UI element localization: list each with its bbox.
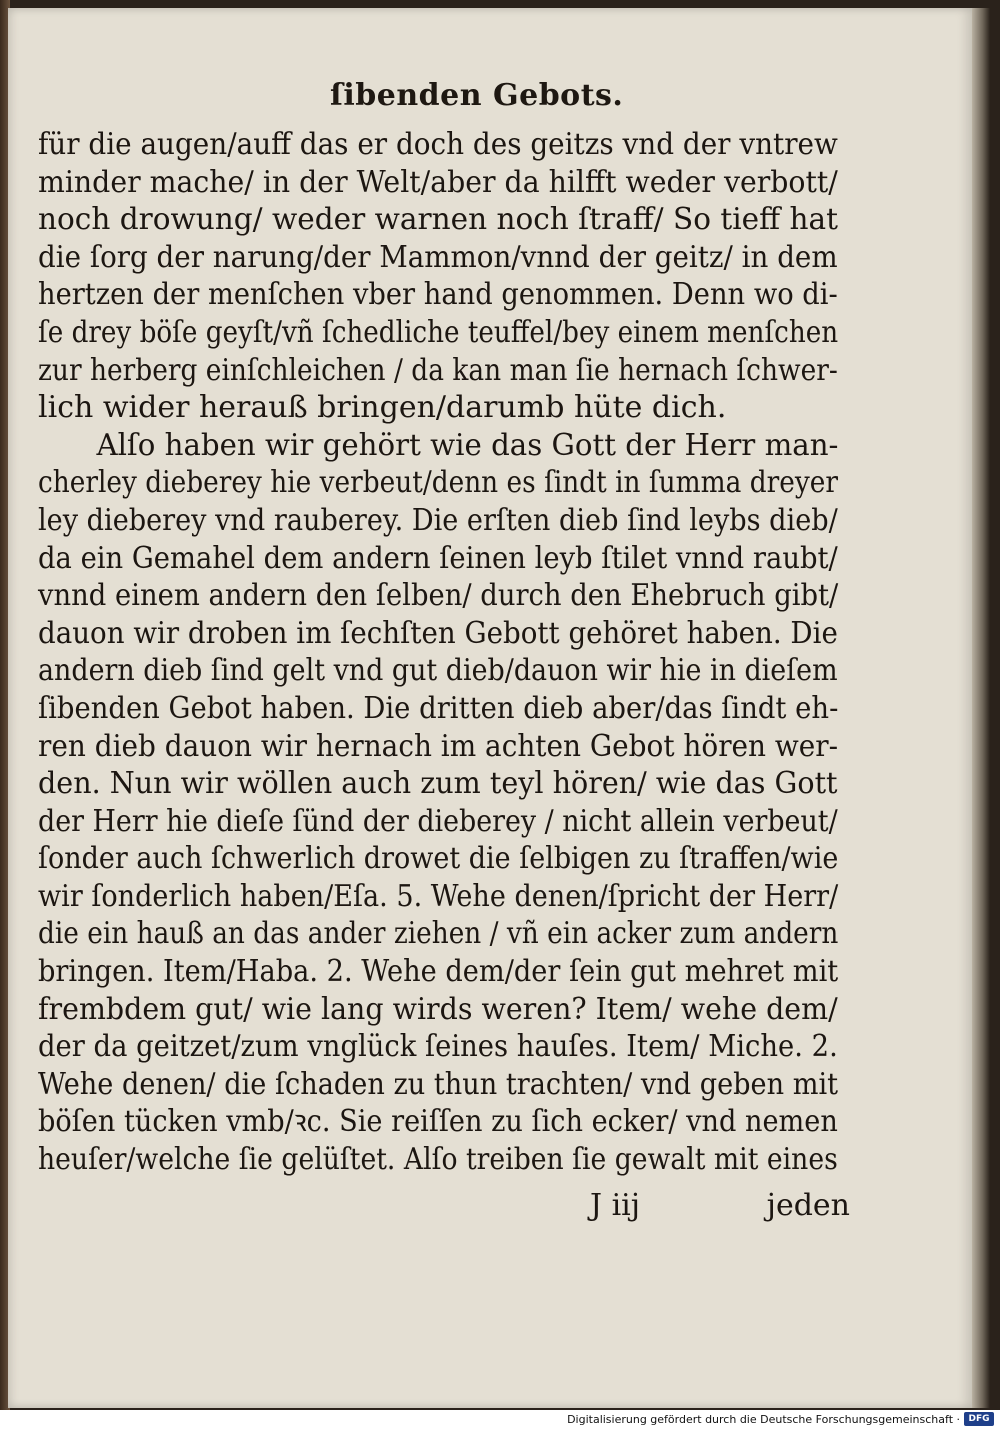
text-line: zur herberg einſchleichen / da kan man ſie hernach ſchwer- — [38, 352, 838, 388]
text-line: minder mache/ in der Welt/aber da hilfft weder verbott/ — [38, 164, 838, 200]
text-line: der Herr hie dieſe ſünd der dieberey / nicht allein verbeut/ — [38, 803, 838, 839]
text-line: andern dieb ſind gelt vnd gut dieb/dauon wir hie in dieſem — [38, 653, 838, 689]
running-head: ſibenden Gebots. — [330, 78, 624, 113]
footer-credit: Digitalisierung gefördert durch die Deutsche Forschungsgemeinschaft · — [567, 1413, 960, 1426]
text-line: lich wider herauß bringen/darumb hüte dich. — [38, 390, 727, 426]
text-line: frembdem gut/ wie lang wirds weren? Item/ wehe dem/ — [38, 991, 838, 1027]
text-line: die ein hauß an das ander ziehen / vñ ein acker zum andern — [38, 916, 839, 952]
text-line: ſonder auch ſchwerlich drowet die ſelbigen zu ſtraffen/wie — [38, 841, 839, 877]
text-line: noch drowung/ weder warnen noch ſtraff/ So tieff hat — [38, 202, 838, 238]
text-line: den. Nun wir wöllen auch zum teyl hören/ wie das Gott — [38, 766, 838, 802]
text-line: hertzen der menſchen vber hand genommen. Denn wo di- — [38, 277, 838, 313]
text-line: für die augen/auff das er doch des geitzs vnd der vntrew — [38, 127, 838, 162]
catchword: jeden — [766, 1188, 850, 1223]
text-line: bringen. Item/Haba. 2. Wehe dem/der ſein gut mehret mit — [38, 954, 839, 990]
text-line: da ein Gemahel dem andern ſeinen leyb ſtilet vnnd raubt/ — [38, 540, 838, 576]
dfg-logo: DFG — [964, 1412, 994, 1426]
text-line: die ſorg der narung/der Mammon/vnnd der geitz/ in dem — [38, 239, 838, 275]
text-line: der da geitzet/zum vnglück ſeines hauſes. Item/ Miche. 2. — [38, 1029, 838, 1065]
text-line: dauon wir droben im ſechſten Gebott gehöret haben. Die — [38, 615, 838, 651]
signature-line — [590, 1188, 850, 1223]
text-line: heuſer/welche ſie gelüſtet. Alſo treiben ſie gewalt mit eines — [38, 1142, 838, 1178]
text-line: ley dieberey vnd rauberey. Die erſten dieb ſind leybs dieb/ — [38, 502, 838, 538]
signature-mark: J iij — [590, 1188, 641, 1223]
text-line: wir ſonderlich haben/Eſa. 5. Wehe denen/ſpricht der Herr/ — [38, 878, 839, 914]
text-block — [38, 126, 838, 1179]
page-edge — [972, 8, 990, 1408]
text-line: ſe drey böſe geyſt/vñ ſchedliche teuffel/bey einem menſchen — [38, 314, 839, 350]
text-line: Wehe denen/ die ſchaden zu thun trachten/ vnd geben mit — [38, 1066, 839, 1102]
text-line: cherley dieberey hie verbeut/denn es ſindt in ſumma dreyer — [38, 465, 839, 501]
text-line: böſen tücken vmb/ꝛc. Sie reiſſen zu ſich ecker/ vnd nemen — [38, 1104, 838, 1140]
text-line: Alſo haben wir gehört wie das Gott der Herr man- — [96, 427, 839, 463]
text-line: ſibenden Gebot haben. Die dritten dieb aber/das ſindt eh- — [38, 690, 839, 726]
text-line: ren dieb dauon wir hernach im achten Gebot hören wer- — [38, 728, 839, 764]
text-line: vnnd einem andern den ſelben/ durch den Ehebruch gibt/ — [38, 578, 839, 614]
